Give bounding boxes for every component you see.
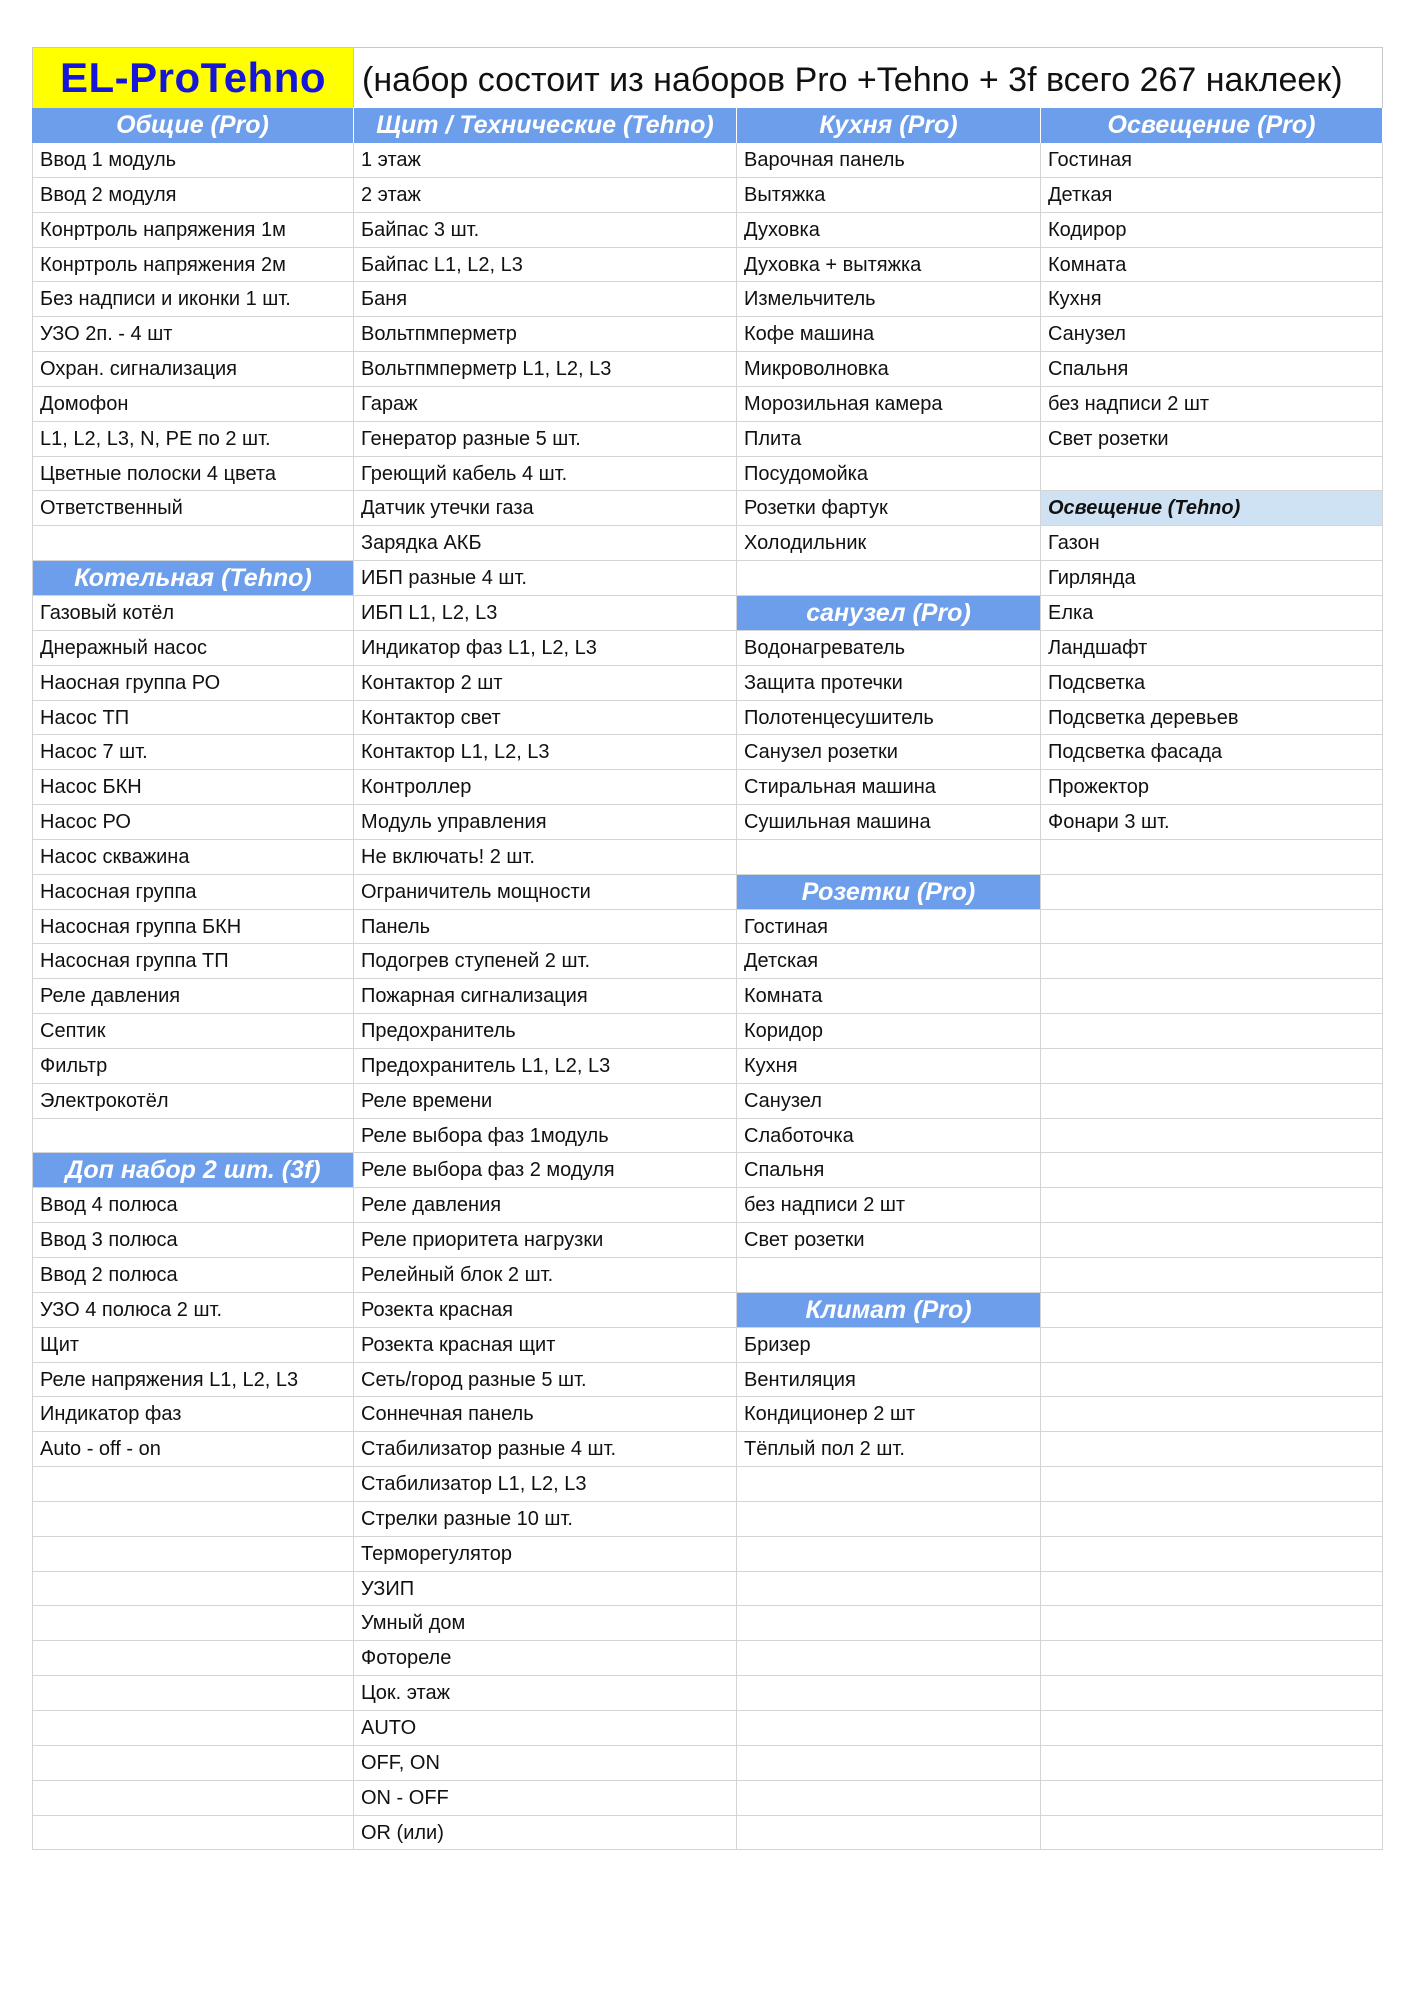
table-cell: 2 этаж [354, 178, 737, 213]
table-cell: Комната [1041, 248, 1383, 283]
table-cell: Цветные полоски 4 цвета [32, 457, 354, 492]
table-cell: Холодильник [737, 526, 1041, 561]
table-cell: Фильтр [32, 1049, 354, 1084]
table-cell [1041, 875, 1383, 910]
table-cell: Предохранитель [354, 1014, 737, 1049]
table-cell: Микроволновка [737, 352, 1041, 387]
table-cell [32, 1467, 354, 1502]
table-cell [1041, 1014, 1383, 1049]
table-cell [1041, 1363, 1383, 1398]
table-cell: Подсветка деревьев [1041, 701, 1383, 736]
table-cell: Сеть/город разные 5 шт. [354, 1363, 737, 1398]
table-cell: 1 этаж [354, 143, 737, 178]
column-lighting [1041, 108, 1383, 1850]
table-cell: Спальня [1041, 352, 1383, 387]
table-cell: Кухня [1041, 282, 1383, 317]
table-cell: Елка [1041, 596, 1383, 631]
table-cell: Слаботочка [737, 1119, 1041, 1154]
table-cell: AUTO [354, 1711, 737, 1746]
table-cell: Вентиляция [737, 1363, 1041, 1398]
sticker-sheet [32, 47, 1383, 1850]
table-cell: Предохранитель L1, L2, L3 [354, 1049, 737, 1084]
table-cell: Не включать! 2 шт. [354, 840, 737, 875]
column-kitchen [737, 108, 1041, 1850]
table-cell: Спальня [737, 1153, 1041, 1188]
table-cell: Розекта красная щит [354, 1328, 737, 1363]
table-cell [737, 1537, 1041, 1572]
table-cell [32, 1676, 354, 1711]
table-cell: Прожектор [1041, 770, 1383, 805]
table-cell [32, 1502, 354, 1537]
table-cell: Терморегулятор [354, 1537, 737, 1572]
table-cell: Фонари 3 шт. [1041, 805, 1383, 840]
table-cell [737, 1502, 1041, 1537]
table-cell [1041, 1816, 1383, 1851]
table-cell: без надписи 2 шт [1041, 387, 1383, 422]
table-cell: Реле давления [354, 1188, 737, 1223]
table-cell [737, 1258, 1041, 1293]
table-cell [737, 1746, 1041, 1781]
table-cell [1041, 1781, 1383, 1816]
table-cell [1041, 944, 1383, 979]
table-cell: Ввод 2 модуля [32, 178, 354, 213]
table-cell: без надписи 2 шт [737, 1188, 1041, 1223]
table-cell: Стрелки разные 10 шт. [354, 1502, 737, 1537]
column-general [32, 108, 354, 1850]
table-cell [1041, 1084, 1383, 1119]
table-cell: Греющий кабель 4 шт. [354, 457, 737, 492]
table-cell [1041, 1746, 1383, 1781]
table-cell: Реле выбора фаз 2 модуля [354, 1153, 737, 1188]
table-cell: Умный дом [354, 1606, 737, 1641]
table-cell [1041, 1293, 1383, 1328]
table-cell: Гирлянда [1041, 561, 1383, 596]
table-cell: Духовка [737, 213, 1041, 248]
table-cell: Стабилизатор L1, L2, L3 [354, 1467, 737, 1502]
table-cell: Кухня [737, 1049, 1041, 1084]
table-cell: Вольтпмперметр L1, L2, L3 [354, 352, 737, 387]
table-cell [737, 1641, 1041, 1676]
table-cell [1041, 1188, 1383, 1223]
table-cell: Конртроль напряжения 1м [32, 213, 354, 248]
table-cell: Домофон [32, 387, 354, 422]
table-cell: Байпас L1, L2, L3 [354, 248, 737, 283]
table-cell: Ландшафт [1041, 631, 1383, 666]
table-cell: Наосная группа РО [32, 666, 354, 701]
table-cell: Стиральная машина [737, 770, 1041, 805]
table-cell: Ответственный [32, 491, 354, 526]
table-cell [1041, 457, 1383, 492]
table-cell: Подсветка фасада [1041, 735, 1383, 770]
table-cell: Ввод 4 полюса [32, 1188, 354, 1223]
table-cell: Септик [32, 1014, 354, 1049]
table-cell [32, 1711, 354, 1746]
table-cell: Морозильная камера [737, 387, 1041, 422]
table-cell: Контроллер [354, 770, 737, 805]
table-cell: Комната [737, 979, 1041, 1014]
table-cell [1041, 1467, 1383, 1502]
table-cell: Духовка + вытяжка [737, 248, 1041, 283]
table-cell: Генератор разные 5 шт. [354, 422, 737, 457]
table-cell [737, 840, 1041, 875]
column-header: Кухня (Pro) [737, 108, 1041, 143]
table-cell: Насосная группа БКН [32, 910, 354, 945]
table-cell: Контактор свет [354, 701, 737, 736]
table-cell [1041, 1537, 1383, 1572]
table-cell: Электрокотёл [32, 1084, 354, 1119]
table-cell: Датчик утечки газа [354, 491, 737, 526]
table-cell: Насос БКН [32, 770, 354, 805]
table-cell [32, 1537, 354, 1572]
section-header: Климат (Pro) [737, 1293, 1041, 1328]
table-cell: ИБП разные 4 шт. [354, 561, 737, 596]
column-panel-technical [354, 108, 737, 1850]
table-cell [1041, 1153, 1383, 1188]
table-cell: Розекта красная [354, 1293, 737, 1328]
table-cell: Подогрев ступеней 2 шт. [354, 944, 737, 979]
table-cell [32, 1119, 354, 1154]
table-cell: Варочная панель [737, 143, 1041, 178]
table-cell: Насос 7 шт. [32, 735, 354, 770]
table-cell: Реле напряжения L1, L2, L3 [32, 1363, 354, 1398]
table-cell [1041, 1397, 1383, 1432]
table-cell: ON - OFF [354, 1781, 737, 1816]
table-cell: Гостиная [737, 910, 1041, 945]
table-cell [737, 1711, 1041, 1746]
table-cell: Панель [354, 910, 737, 945]
table-cell: Кодирор [1041, 213, 1383, 248]
table-cell: L1, L2, L3, N, PE по 2 шт. [32, 422, 354, 457]
table-cell: Водонагреватель [737, 631, 1041, 666]
table-cell [32, 526, 354, 561]
table-cell: Насосная группа [32, 875, 354, 910]
table-cell [737, 1781, 1041, 1816]
table-cell: Свет розетки [1041, 422, 1383, 457]
table-cell: Индикатор фаз [32, 1397, 354, 1432]
table-cell [32, 1572, 354, 1607]
table-cell [1041, 1502, 1383, 1537]
section-header: Котельная (Tehno) [32, 561, 354, 596]
set-description: (набор состоит из наборов Pro +Tehno + 3f всего 267 наклеек) [362, 61, 1343, 99]
table-cell: Контактор L1, L2, L3 [354, 735, 737, 770]
table-cell: Бризер [737, 1328, 1041, 1363]
table-cell: Контактор 2 шт [354, 666, 737, 701]
section-header: Освещение (Tehno) [1041, 491, 1383, 526]
table-cell [1041, 1049, 1383, 1084]
table-cell [1041, 1258, 1383, 1293]
table-cell: Вытяжка [737, 178, 1041, 213]
table-cell: Фотореле [354, 1641, 737, 1676]
table-cell: Санузел [737, 1084, 1041, 1119]
column-header: Общие (Pro) [32, 108, 354, 143]
table-cell [1041, 1676, 1383, 1711]
table-cell: Детская [737, 944, 1041, 979]
table-cell [1041, 840, 1383, 875]
table-cell: Деткая [1041, 178, 1383, 213]
table-cell [737, 1676, 1041, 1711]
table-cell: Реле выбора фаз 1модуль [354, 1119, 737, 1154]
table-cell [32, 1606, 354, 1641]
table-cell: Байпас 3 шт. [354, 213, 737, 248]
table-cell: Конртроль напряжения 2м [32, 248, 354, 283]
table-cell [32, 1746, 354, 1781]
table-cell: ИБП L1, L2, L3 [354, 596, 737, 631]
table-cell [1041, 1572, 1383, 1607]
table-cell: Ввод 2 полюса [32, 1258, 354, 1293]
table-cell: Auto - off - on [32, 1432, 354, 1467]
table-cell [737, 1467, 1041, 1502]
table-cell [1041, 1606, 1383, 1641]
table-cell: Цок. этаж [354, 1676, 737, 1711]
brand-title: EL-ProTehno [33, 48, 354, 108]
table-cell: Днеражный насос [32, 631, 354, 666]
table-cell [1041, 1711, 1383, 1746]
table-cell: Гараж [354, 387, 737, 422]
table-cell: Насосная группа ТП [32, 944, 354, 979]
table-cell: Щит [32, 1328, 354, 1363]
table-cell: Индикатор фаз L1, L2, L3 [354, 631, 737, 666]
table-cell: OFF, ON [354, 1746, 737, 1781]
table-cell [737, 561, 1041, 596]
table-cell: Реле времени [354, 1084, 737, 1119]
table-cell: Охран. сигнализация [32, 352, 354, 387]
table-cell: Полотенцесушитель [737, 701, 1041, 736]
table-cell [737, 1816, 1041, 1851]
table-cell [737, 1572, 1041, 1607]
table-cell: Пожарная сигнализация [354, 979, 737, 1014]
table-cell: Насос ТП [32, 701, 354, 736]
table-cell: Соннечная панель [354, 1397, 737, 1432]
section-header: Доп набор 2 шт. (3f) [32, 1153, 354, 1188]
table-cell [1041, 1328, 1383, 1363]
table-cell: Баня [354, 282, 737, 317]
table-cell [1041, 1432, 1383, 1467]
table-cell: Тёплый пол 2 шт. [737, 1432, 1041, 1467]
table-cell: Плита [737, 422, 1041, 457]
section-header: Розетки (Pro) [737, 875, 1041, 910]
column-header: Щит / Технические (Tehno) [354, 108, 737, 143]
table-cell: Подсветка [1041, 666, 1383, 701]
table-cell [32, 1816, 354, 1851]
table-cell: Модуль управления [354, 805, 737, 840]
title-row [32, 47, 1383, 108]
table-cell [737, 1606, 1041, 1641]
table-cell: Вольтпмперметр [354, 317, 737, 352]
table-cell: OR (или) [354, 1816, 737, 1851]
table-cell: УЗО 2п. - 4 шт [32, 317, 354, 352]
table-cell: УЗО 4 полюса 2 шт. [32, 1293, 354, 1328]
table-cell: Реле давления [32, 979, 354, 1014]
table-cell [1041, 1119, 1383, 1154]
column-header: Освещение (Pro) [1041, 108, 1383, 143]
table-cell: Зарядка АКБ [354, 526, 737, 561]
table-cell: Стабилизатор разные 4 шт. [354, 1432, 737, 1467]
table-cell: Насос скважина [32, 840, 354, 875]
table-cell: Насос РО [32, 805, 354, 840]
table-cell: УЗИП [354, 1572, 737, 1607]
table-cell: Ввод 1 модуль [32, 143, 354, 178]
table-cell: Гостиная [1041, 143, 1383, 178]
table-cell: Санузел розетки [737, 735, 1041, 770]
table-cell: Измельчитель [737, 282, 1041, 317]
table-cell [1041, 910, 1383, 945]
table-cell: Коридор [737, 1014, 1041, 1049]
table-cell: Кондиционер 2 шт [737, 1397, 1041, 1432]
table-cell: Газон [1041, 526, 1383, 561]
table-cell: Ограничитель мощности [354, 875, 737, 910]
table-cell: Газовый котёл [32, 596, 354, 631]
table-cell [1041, 1641, 1383, 1676]
table-cell: Розетки фартук [737, 491, 1041, 526]
section-header: санузел (Pro) [737, 596, 1041, 631]
table-cell [32, 1641, 354, 1676]
table-cell: Санузел [1041, 317, 1383, 352]
table-cell [1041, 979, 1383, 1014]
table-cell: Кофе машина [737, 317, 1041, 352]
table-cell: Свет розетки [737, 1223, 1041, 1258]
table-cell: Ввод 3 полюса [32, 1223, 354, 1258]
table-cell: Сушильная машина [737, 805, 1041, 840]
table-cell: Без надписи и иконки 1 шт. [32, 282, 354, 317]
sticker-table [32, 108, 1383, 1850]
table-cell: Посудомойка [737, 457, 1041, 492]
table-cell: Защита протечки [737, 666, 1041, 701]
table-cell: Релейный блок 2 шт. [354, 1258, 737, 1293]
table-cell [32, 1781, 354, 1816]
table-cell [1041, 1223, 1383, 1258]
table-cell: Реле приоритета нагрузки [354, 1223, 737, 1258]
